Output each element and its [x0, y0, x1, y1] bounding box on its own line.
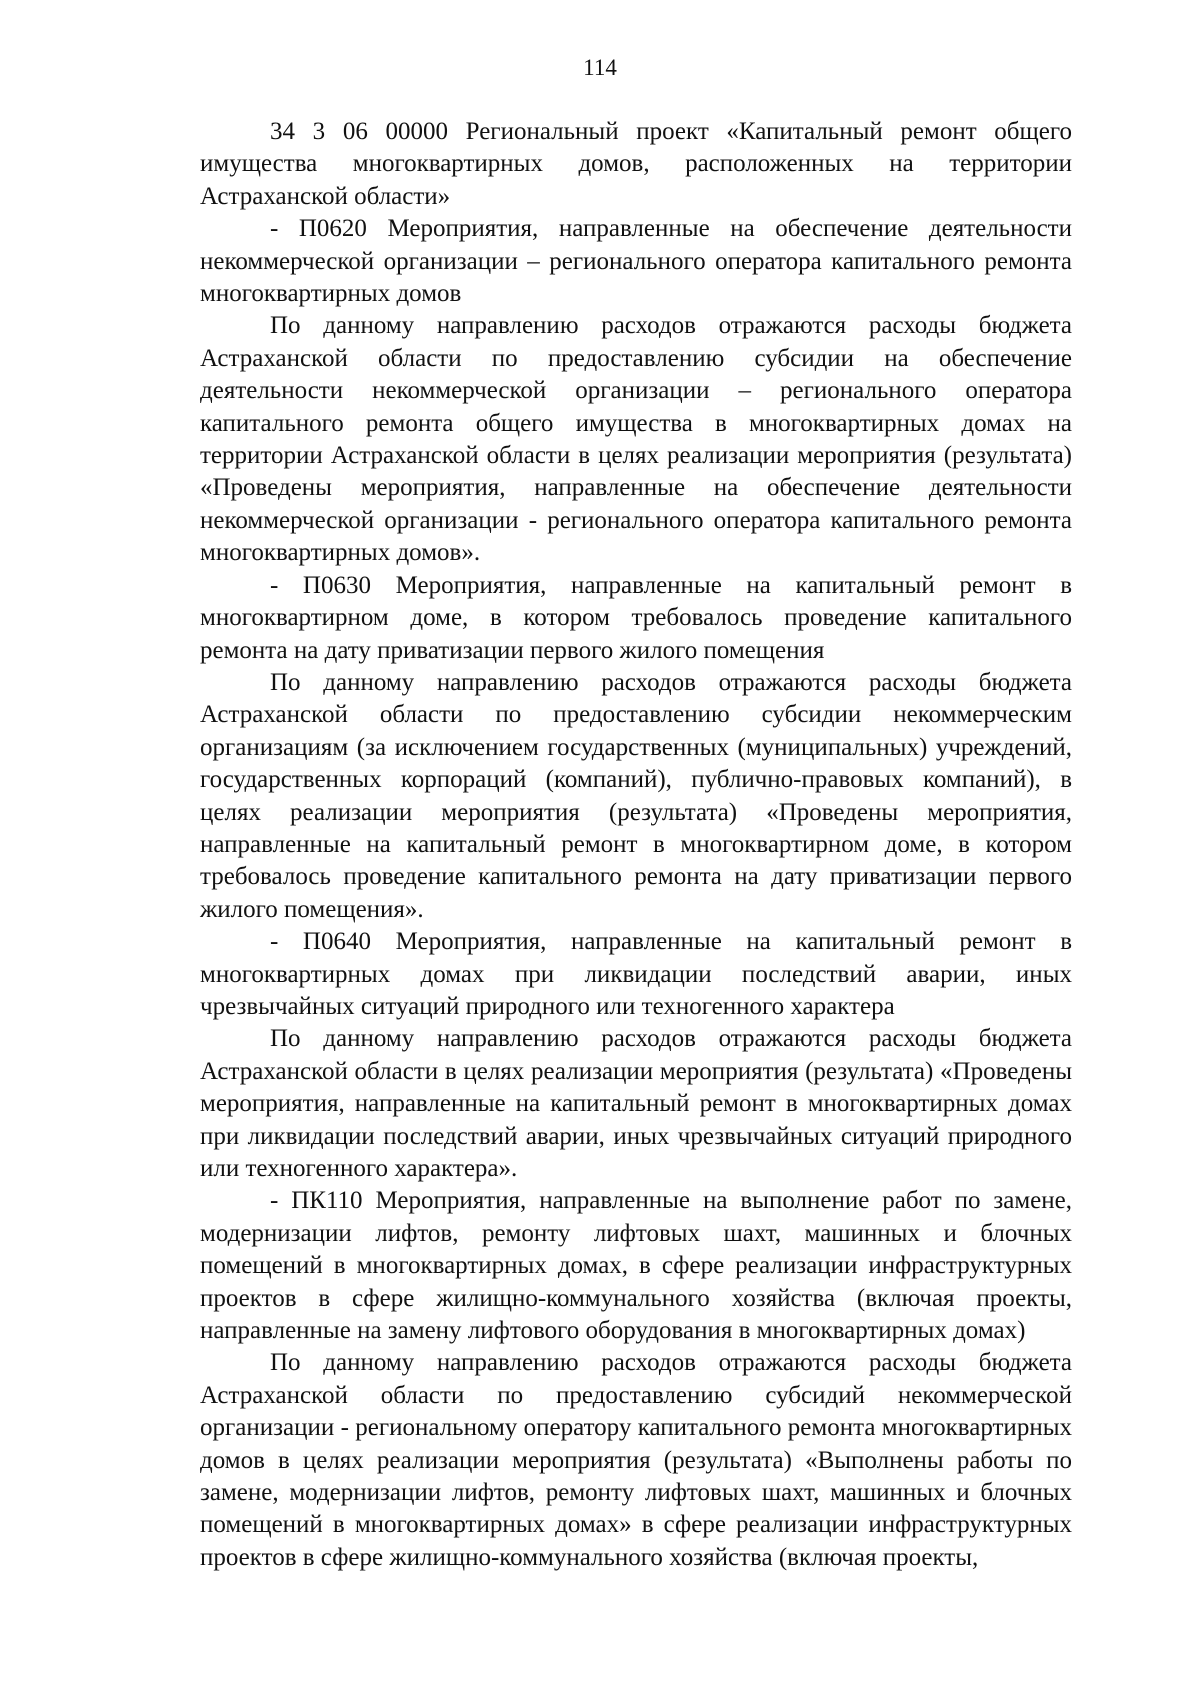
paragraph-description-pk110: По данному направлению расходов отражаются расходы бюджета Астраханской области по предоставлению субсидий некоммерческой организации - региональному оператору капитального ремонта многоквартирных домов в целях реализации мероприятия (результата) «Выполнены работы по замене, модернизации лифтов, ремонту лифтовых шахт, машинных и блочных помещений в многоквартирных домах» в сфере реализации инфраструктурных проектов в сфере жилищно-коммунального хозяйства (включая проекты,: [200, 1349, 1072, 1571]
paragraph-item-p0630: - П0630 Мероприятия, направленные на капитальный ремонт в многоквартирном доме, в котором требовалось проведение капитального ремонта на дату приватизации первого жилого помещения: [200, 571, 1072, 664]
paragraph-description-p0630: По данному направлению расходов отражаются расходы бюджета Астраханской области по предоставлению субсидии некоммерческим организациям (за исключением государственных (муниципальных) учреждений, государственных корпораций (компаний), публично-правовых компаний), в целях реализации мероприятия (результата) «Проведены мероприятия, направленные на капитальный ремонт в многоквартирном доме, в котором требовалось проведение капитального ремонта на дату приватизации первого жилого помещения».: [200, 668, 1072, 923]
document-body: [200, 116, 1072, 1574]
paragraph-description-p0640: По данному направлению расходов отражаются расходы бюджета Астраханской области в целях реализации мероприятия (результата) «Проведены мероприятия, направленные на капитальный ремонт в многоквартирных домах при ликвидации последствий аварии, иных чрезвычайных ситуаций природного или техногенного характера».: [200, 1025, 1072, 1182]
paragraph-project-title: 34 3 06 00000 Региональный проект «Капитальный ремонт общего имущества многоквартирных домов, расположенных на территории Астраханской области»: [200, 118, 1072, 210]
paragraph-item-p0640: - П0640 Мероприятия, направленные на капитальный ремонт в многоквартирных домах при ликвидации последствий аварии, иных чрезвычайных ситуаций природного или техногенного характера: [200, 928, 1072, 1020]
page-number: 114: [583, 55, 617, 80]
paragraph-item-p0620: - П0620 Мероприятия, направленные на обеспечение деятельности некоммерческой организации – регионального оператора капитального ремонта многоквартирных домов: [200, 215, 1072, 308]
paragraph-description-p0620: По данному направлению расходов отражаются расходы бюджета Астраханской области по предоставлению субсидии на обеспечение деятельности некоммерческой организации – регионального оператора капитального ремонта общего имущества в многоквартирных домах на территории Астраханской области в целях реализации мероприятия (результата) «Проведены мероприятия, направленные на обеспечение деятельности некоммерческой организации - регионального оператора капитального ремонта многоквартирных домов».: [200, 312, 1072, 567]
paragraph-item-pk110: - ПК110 Мероприятия, направленные на выполнение работ по замене, модернизации лифтов, ремонту лифтовых шахт, машинных и блочных помещений в многоквартирных домах, в сфере реализации инфраструктурных проектов в сфере жилищно-коммунального хозяйства (включая проекты, направленные на замену лифтового оборудования в многоквартирных домах): [200, 1187, 1072, 1345]
